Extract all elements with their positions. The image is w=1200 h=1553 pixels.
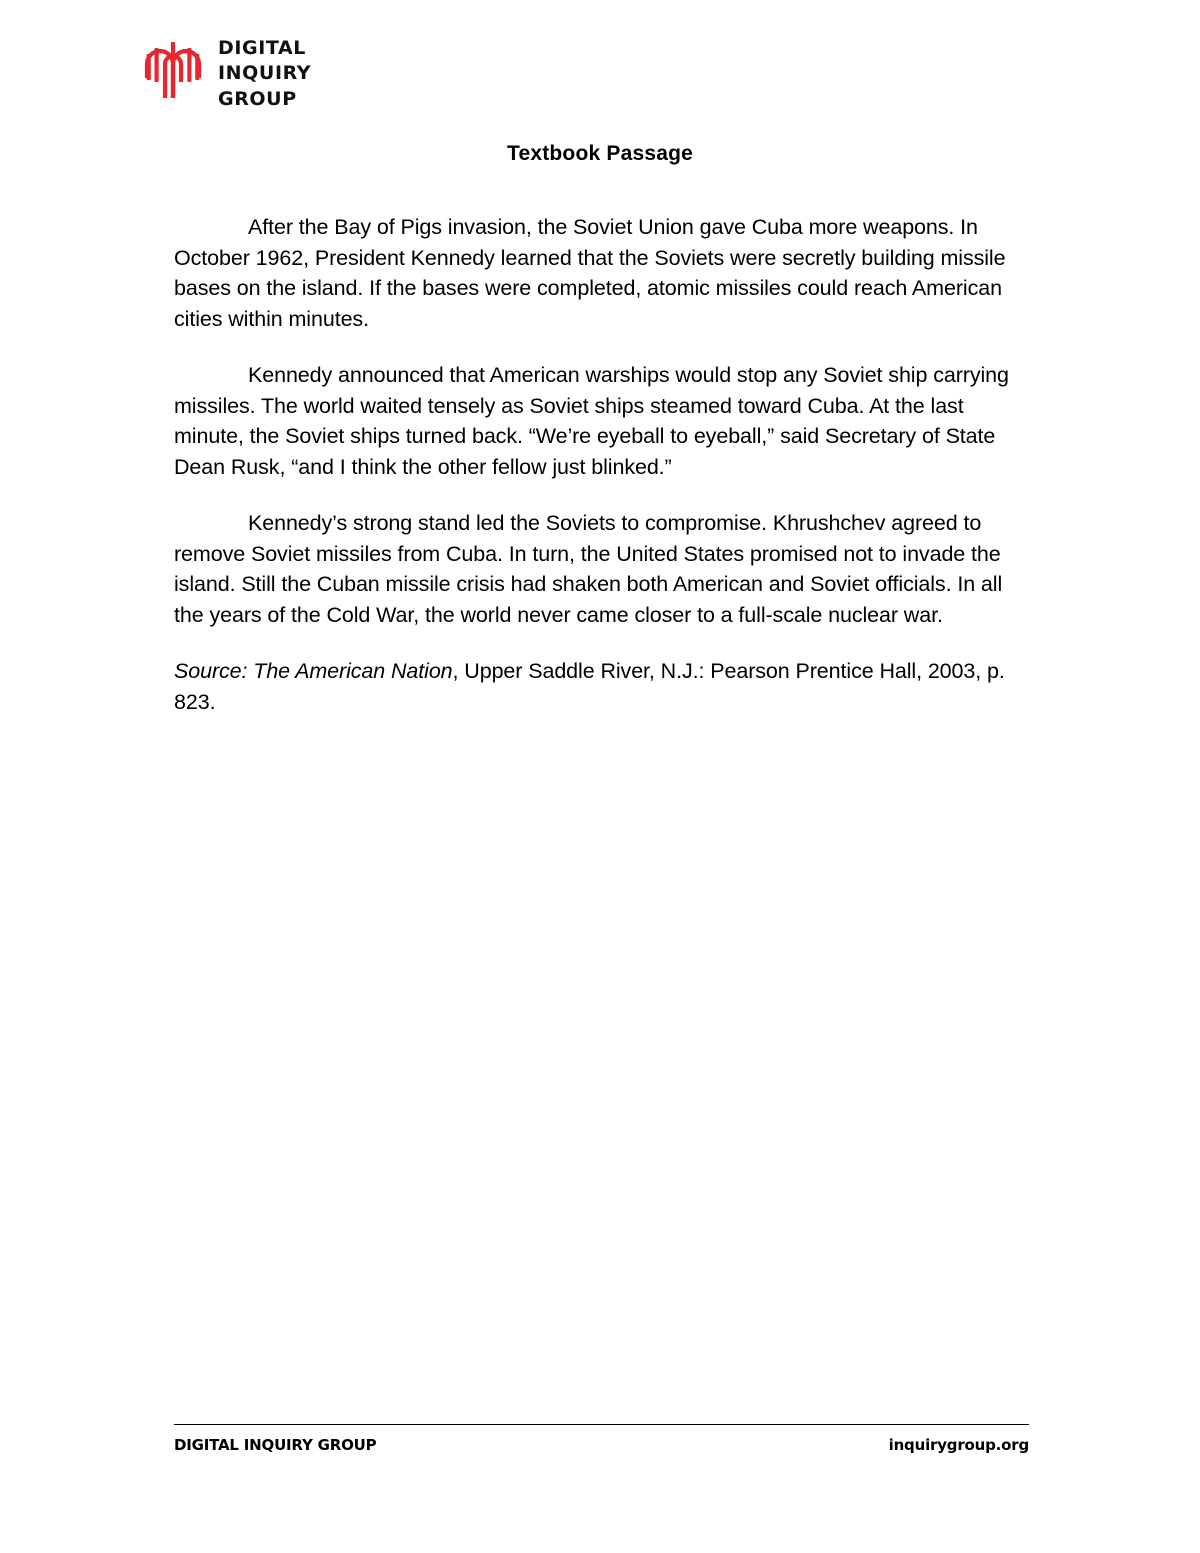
digital-inquiry-group-logo-icon (144, 34, 202, 100)
source-title: The American Nation (253, 659, 453, 684)
logo-wordmark (218, 34, 311, 112)
logo-line-2: INQUIRY (218, 62, 312, 85)
passage-body (174, 212, 1029, 717)
paragraph: After the Bay of Pigs invasion, the Soviet Union gave Cuba more weapons. In October 1962, President Kennedy learned that the Soviets were secretly building missile bases on the island. If the bases were completed, atomic missiles could reach American cities within minutes. (174, 215, 1006, 331)
paragraph: Kennedy’s strong stand led the Soviets to compromise. Khrushchev agreed to remove Soviet missiles from Cuba. In turn, the United States promised not to invade the island. Still the Cuban missile crisis had shaken both American and Soviet officials. In all the years of the Cold War, the world never came closer to a full-scale nuclear war. (174, 511, 1003, 627)
logo-line-1: DIGITAL (218, 37, 307, 59)
logo (144, 34, 311, 112)
source-citation (174, 656, 1029, 717)
footer-divider (174, 1424, 1029, 1425)
footer-org-name: DIGITAL INQUIRY GROUP (174, 1436, 377, 1454)
source-label: Source: (174, 659, 248, 684)
footer-website[interactable]: inquirygroup.org (888, 1436, 1029, 1454)
page-title: Textbook Passage (506, 142, 694, 165)
source-rest: , Upper Saddle River, N.J.: Pearson Prentice Hall, 2003, p. 823. (174, 659, 1005, 714)
logo-line-3: GROUP (218, 87, 297, 110)
paragraph: Kennedy announced that American warships would stop any Soviet ship carrying missiles. The world waited tensely as Soviet ships steamed toward Cuba. At the last minute, the Soviet ships turned back. “We’re eyeball to eyeball,” said Secretary of State Dean Rusk, “and I think the other fellow just blinked.” (174, 363, 1009, 479)
footer (174, 1436, 1029, 1454)
